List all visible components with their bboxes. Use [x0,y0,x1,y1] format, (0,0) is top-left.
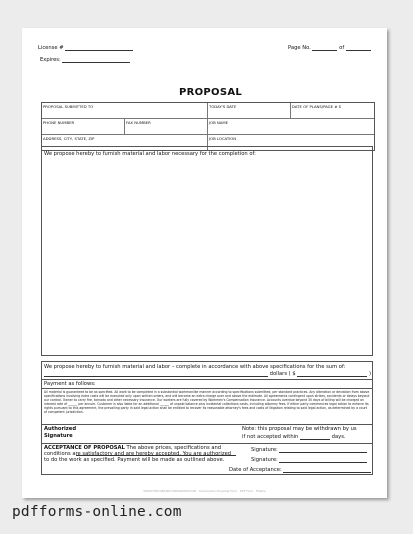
withdraw-note-line2a: if not accepted within [242,434,299,440]
scope-text: We propose hereby to furnish material and labor necessary for the completion of: [44,151,256,157]
days-input-line[interactable] [300,433,330,440]
date-of-acceptance-field[interactable] [229,466,371,473]
signature1-field[interactable] [251,446,367,453]
job-name-cell[interactable]: JOB NAME [209,120,229,125]
license-input-line[interactable] [65,44,133,51]
withdraw-note-line2b: days. [331,434,346,440]
page-title: PROPOSAL [179,87,243,98]
phone-number-cell[interactable]: PHONE NUMBER [42,119,125,134]
date-of-plans-cell[interactable]: DATE OF PLANS/PAGE # S [292,104,342,109]
site-watermark: pdfforms-online.com [12,504,182,520]
page-number-field[interactable] [288,44,371,51]
license-label: License # [38,45,64,51]
sum-text: We propose hereby to furnish material and labor – complete in accordance with above specifications for the sum of: [44,364,346,370]
proposal-page [22,28,387,498]
legal-terms-text: All material is guaranteed to be as specified. All work to be completed in a substantial workmanlike manner according to specifications submitted, per standard practices. Any alteration or deviation from above specifications involving extra costs will be executed only upon written orders, and will become an extra charge over and above the estimate. All agreements contingent upon strikes, accidents or delays beyond our control. Owner to carry fire, tornado and other necessary insurance. Our workers are fully covered by Workmen's Compensation Insurance. Accounts overdue beyond 30 days of billing will be charged an interest rate of ______ per annum. Customer is also liable for an additional ______ of unpaid balance plus incidental collections costs, including attorney fees. If either party commences legal action to enforce its rights pursuant to this agreement, the prevailing party in said legal action shall be entitled to recover its reasonable attorney's fees and costs of litigation relating to said legal action, as determined by a court of competent jurisdiction. [44,390,370,414]
of-label: of [339,45,345,51]
divider [42,388,372,389]
date-of-acceptance-line[interactable] [283,466,371,473]
authorized-label-line1: Authorized [44,426,77,432]
acceptance-text3: to do the work as specified. Payment will be made as outlined above. [44,457,225,463]
authorized-label-line2: Signature [44,433,73,439]
footer-url: WWW.THECONTRACTORSGROUP.COM · Construction Proposal Form · PDF Form · Fillable [143,489,266,493]
fax-number-cell[interactable]: FAX NUMBER [125,119,208,134]
todays-date-cell[interactable]: TODAY'S DATE [208,103,291,118]
payment-label: Payment as follows: [44,381,96,387]
table-row [42,119,374,135]
address-cell[interactable]: ADDRESS, CITY, STATE, ZIP [42,135,208,150]
signature2-field[interactable] [251,456,367,463]
withdraw-note-field[interactable] [242,433,346,440]
table-row [42,103,374,119]
divider [42,379,372,380]
signature2-line[interactable] [279,456,367,463]
amount-dollars-line[interactable] [297,370,367,377]
payment-terms-box [41,361,373,475]
scope-of-work-box[interactable] [41,146,373,356]
page-of-input-line[interactable] [346,44,371,51]
dollars-label: dollars ( $ [269,371,296,377]
acceptance-text2: conditions are satisfactory and are hereby accepted. You are authorized [44,451,232,457]
license-field[interactable] [38,44,133,51]
amount-words-line[interactable] [44,370,268,377]
proposal-submitted-to-cell[interactable]: PROPOSAL SUBMITTED TO [42,103,208,118]
dollars-close-paren: ) [368,371,371,377]
withdraw-note-line1: Note: this proposal may be withdrawn by us [242,426,357,432]
acceptance-text1: The above prices, specifications and [124,445,222,451]
proposal-info-table [41,102,375,151]
page-no-label: Page No. [288,45,311,51]
acceptance-heading: ACCEPTANCE OF PROPOSAL [44,445,125,451]
expires-input-line[interactable] [62,56,130,63]
expires-field[interactable] [40,56,130,63]
divider [42,443,372,444]
signature1-line[interactable] [279,446,367,453]
expires-label: Expires: [40,57,61,63]
signature1-label: Signature: [251,447,278,453]
signature2-label: Signature: [251,457,278,463]
date-of-acceptance-label: Date of Acceptance: [229,467,282,473]
job-location-cell[interactable]: JOB LOCATION [209,136,237,141]
divider [42,424,372,425]
page-no-input-line[interactable] [312,44,337,51]
amount-words-field[interactable] [44,370,371,377]
